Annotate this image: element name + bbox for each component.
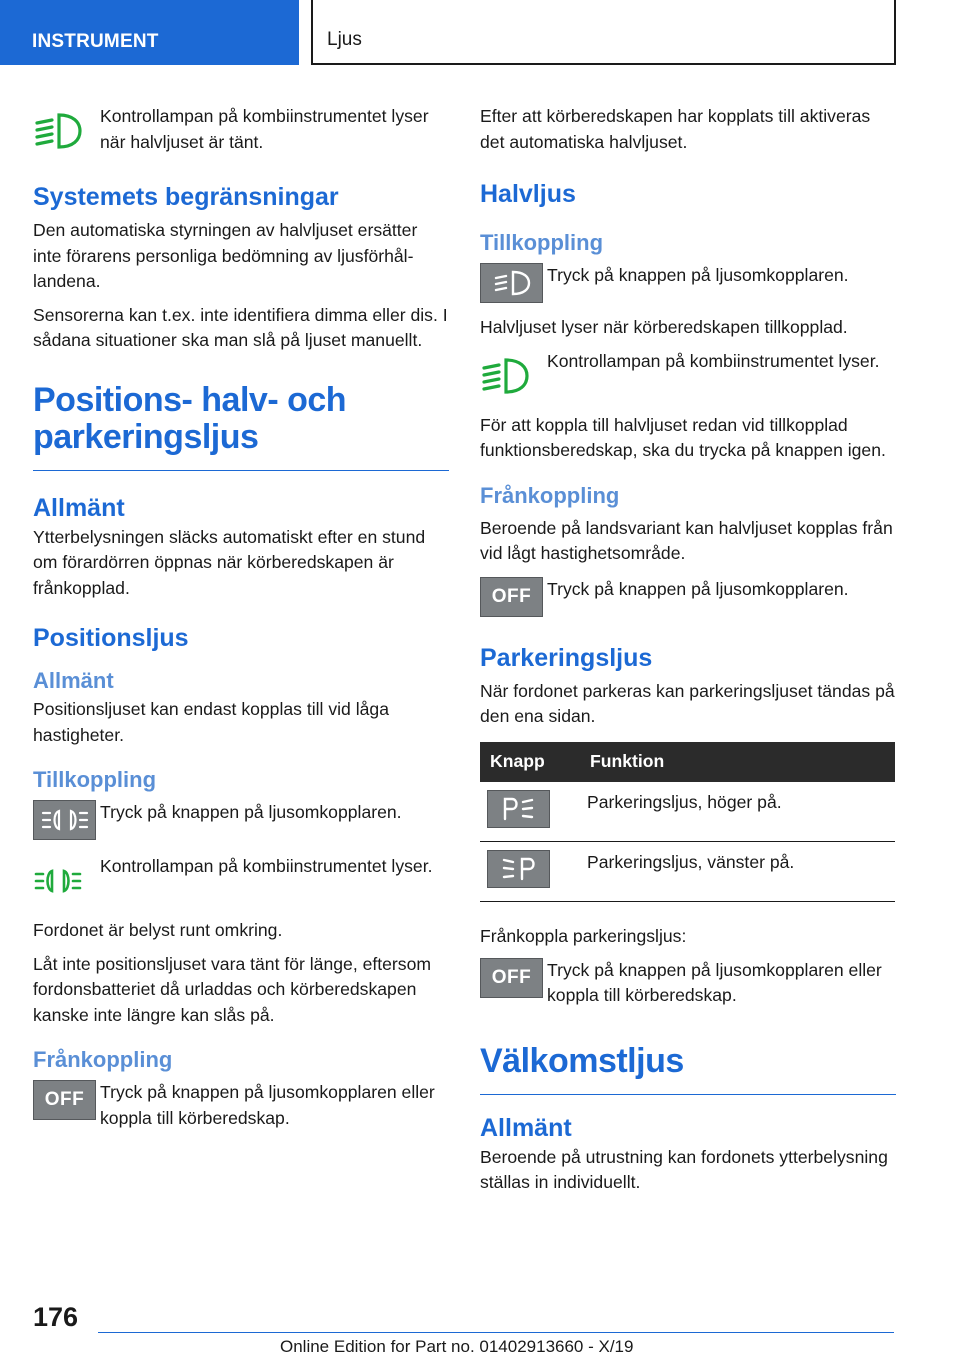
parking-text: När fordonet parkeras kan parkeringsljuset tändas på den ena sidan. (480, 680, 895, 726)
position-general-heading: Allmänt (33, 668, 114, 693)
table-row (480, 842, 895, 902)
col-function-header: Funktion (580, 742, 895, 782)
welcome-general-heading: Allmänt (480, 1113, 572, 1142)
off-button-2[interactable] (480, 577, 544, 617)
col-button-header: Knapp (480, 742, 580, 782)
off-button[interactable] (33, 1080, 97, 1120)
position-heading: Positionsljus (33, 624, 189, 652)
topic-box (311, 0, 896, 65)
parking-left-function: Parkeringsljus, vänster på. (580, 842, 895, 902)
low-beam-icon (492, 268, 532, 298)
low-beam-lit-text: Halvljuset lyser när körberedskapen tillkopplad. (480, 317, 848, 337)
off-button-3[interactable] (480, 958, 544, 998)
position-light-icon (37, 804, 93, 836)
parking-light-right-icon (496, 795, 542, 823)
general-heading: Allmänt (33, 493, 125, 522)
position-switch-on-heading: Tillkoppling (33, 767, 157, 792)
welcome-heading: Välkomstljus (480, 1043, 896, 1095)
position-light-button[interactable] (33, 800, 97, 840)
off-button-label-3: OFF (480, 958, 543, 998)
low-beam-off-row (480, 577, 896, 617)
footer-divider (98, 1332, 894, 1333)
off-button-label: OFF (33, 1080, 96, 1120)
low-beam-switch-on-row (480, 263, 896, 303)
general-text: Ytterbelysningen släcks automatiskt efter en stund om förardörren öppnas när körberedskapen är frånkopplad. (33, 526, 426, 598)
low-beam-indicator-icon-2 (480, 349, 544, 403)
edition-text: Online Edition for Part no. 01402913660 - X/19 (280, 1337, 634, 1356)
parking-light-left-icon (496, 855, 542, 883)
welcome-text: Beroende på utrustning kan fordonets ytterbelysning ställas in individuellt. (480, 1146, 888, 1192)
parking-off-text: Tryck på knappen på ljusomkopplaren eller koppla till körberedskap. (547, 959, 882, 1005)
low-beam-indicator-text: Kontrollampan på kombiinstrumentet lyser. (547, 350, 880, 371)
topic-title: Ljus (327, 29, 362, 50)
left-column (33, 100, 449, 1141)
position-switch-on-row (33, 800, 449, 840)
parking-right-button[interactable] (480, 782, 580, 842)
auto-low-beam-text: Efter att körberedskapen har kopplats till aktiveras det automatiska halvljuset. (480, 106, 871, 152)
limits-paragraph-1: Den automatiska styrningen av halvljuset ersätter inte förarens personliga bedömning av ljusförhållandena. (33, 220, 418, 291)
low-beam-button[interactable] (480, 263, 544, 303)
parking-left-button[interactable] (480, 842, 580, 902)
battery-warning-text: Låt inte positionsljuset vara tänt för länge, eftersom fordonsbatteriet då urladdas och körberedskapen kanske inte längre kan slås på. (33, 953, 432, 1025)
parking-off-label: Frånkoppla parkeringsljus: (480, 926, 687, 946)
low-beam-switch-on-heading: Tillkoppling (480, 230, 604, 255)
low-beam-switch-off-text: Beroende på landsvariant kan halvljuset kopplas från vid lågt hastighetsområde. (480, 517, 893, 563)
position-switch-on-text: Tryck på knappen på ljusomkopplaren. (100, 802, 402, 822)
position-switch-off-row (33, 1080, 449, 1131)
section-title: INSTRUMENT (32, 31, 159, 52)
section-tab (0, 0, 299, 65)
parking-heading: Parkeringsljus (480, 643, 653, 672)
off-button-label-2: OFF (480, 577, 543, 617)
low-beam-indicator-icon (33, 104, 97, 158)
position-general-text: Positionsljuset kan endast kopplas till vid låga hastigheter. (33, 699, 389, 745)
right-column (480, 100, 896, 1204)
low-beam-heading: Halvljus (480, 180, 576, 208)
lit-around-text: Fordonet är belyst runt omkring. (33, 920, 283, 940)
parking-off-row (480, 958, 896, 1009)
main-heading: Positions- halv- och parkeringsljus (33, 382, 449, 471)
position-indicator-icon (33, 854, 97, 908)
low-beam-switch-off-heading: Frånkoppling (480, 482, 620, 508)
position-indicator-text: Kontrollampan på kombiinstrumentet lyser. (100, 856, 433, 876)
position-switch-off-text: Tryck på knappen på ljusomkopplaren eller koppla till körberedskap. (100, 1082, 435, 1128)
position-indicator-row (33, 854, 449, 908)
limits-heading: Systemets begränsningar (33, 183, 339, 211)
low-beam-indicator-row (480, 349, 896, 403)
low-beam-switch-on-text: Tryck på knappen på ljusomkopplaren. (547, 265, 849, 285)
parking-light-table (480, 742, 895, 903)
position-switch-off-heading: Frånkoppling (33, 1047, 173, 1072)
table-row (480, 782, 895, 842)
indicator-intro-text: Kontrollampan på kombiinstrumentet lyser när halvljuset är tänt. (100, 106, 429, 152)
low-beam-repeat-text: För att koppla till halvljuset redan vid tillkopplad funktionsberedskap, ska du trycka på knappen igen. (480, 414, 886, 460)
indicator-intro-row (33, 104, 449, 158)
page-number: 176 (33, 1302, 79, 1332)
table-header-row (480, 742, 895, 782)
limits-paragraph-2: Sensorerna kan t.ex. inte identifiera dimma eller dis. I sådana situationer ska man slå på ljuset manuellt. (33, 304, 448, 350)
low-beam-off-button-text: Tryck på knappen på ljusomkopplaren. (547, 578, 849, 599)
parking-right-function: Parkeringsljus, höger på. (580, 782, 895, 842)
